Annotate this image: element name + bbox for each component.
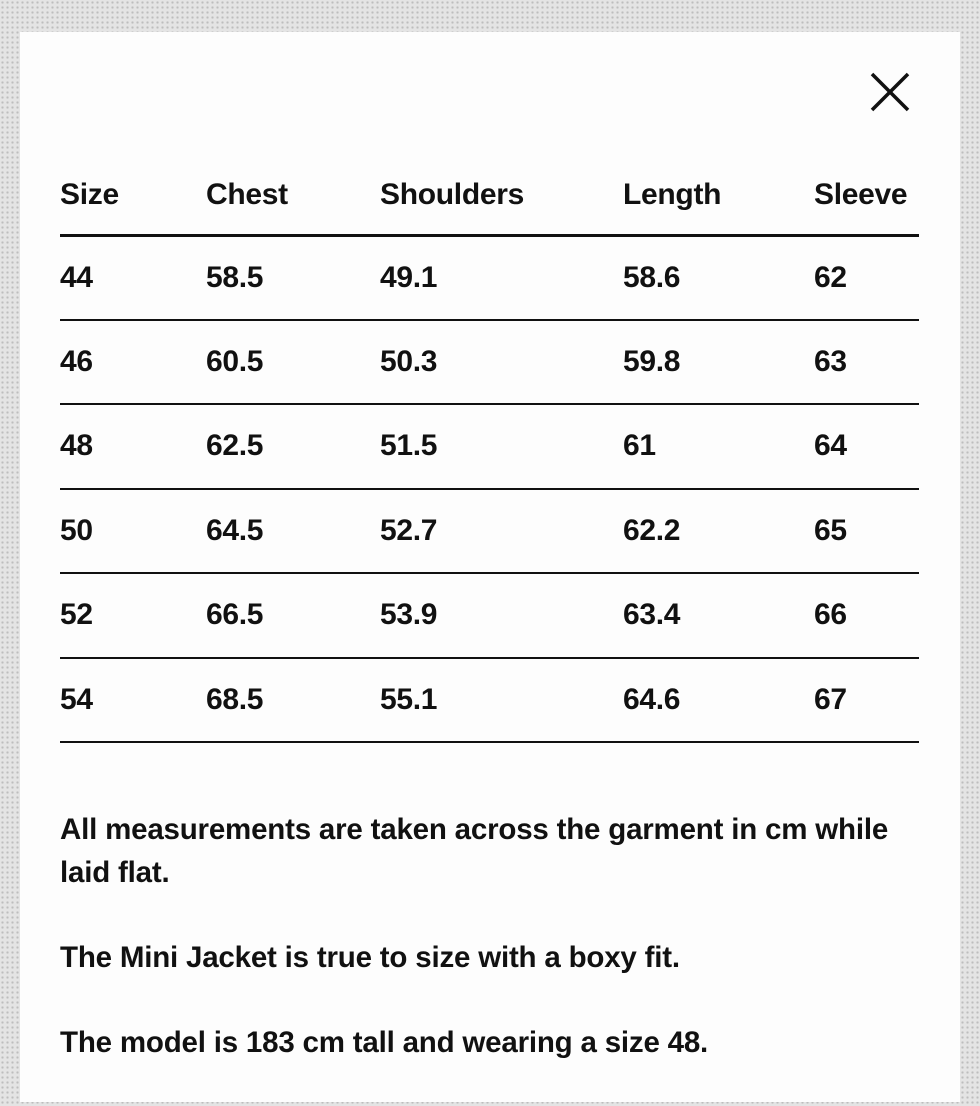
cell-size: 52 bbox=[60, 573, 206, 658]
cell-chest: 62.5 bbox=[206, 404, 380, 489]
column-header-size: Size bbox=[60, 152, 206, 235]
size-chart-table bbox=[60, 152, 919, 743]
cell-sleeve: 65 bbox=[814, 489, 919, 574]
close-icon bbox=[868, 70, 912, 114]
cell-sleeve: 67 bbox=[814, 658, 919, 743]
cell-sleeve: 66 bbox=[814, 573, 919, 658]
column-header-sleeve: Sleeve bbox=[814, 152, 919, 235]
cell-shoulders: 50.3 bbox=[380, 320, 623, 405]
table-row bbox=[60, 320, 919, 405]
size-notes bbox=[60, 808, 910, 1106]
table-row bbox=[60, 404, 919, 489]
cell-length: 59.8 bbox=[623, 320, 814, 405]
table-row bbox=[60, 489, 919, 574]
size-guide-modal bbox=[20, 32, 960, 1102]
table-header-row bbox=[60, 152, 919, 235]
fit-note: The Mini Jacket is true to size with a boxy fit. bbox=[60, 941, 680, 974]
cell-chest: 66.5 bbox=[206, 573, 380, 658]
cell-shoulders: 51.5 bbox=[380, 404, 623, 489]
column-header-length: Length bbox=[623, 152, 814, 235]
cell-size: 50 bbox=[60, 489, 206, 574]
column-header-chest: Chest bbox=[206, 152, 380, 235]
cell-chest: 60.5 bbox=[206, 320, 380, 405]
cell-sleeve: 64 bbox=[814, 404, 919, 489]
cell-sleeve: 63 bbox=[814, 320, 919, 405]
cell-shoulders: 55.1 bbox=[380, 658, 623, 743]
cell-shoulders: 53.9 bbox=[380, 573, 623, 658]
model-note: The model is 183 cm tall and wearing a size 48. bbox=[60, 1026, 709, 1059]
cell-size: 48 bbox=[60, 404, 206, 489]
cell-shoulders: 49.1 bbox=[380, 235, 623, 320]
table-row bbox=[60, 573, 919, 658]
cell-shoulders: 52.7 bbox=[380, 489, 623, 574]
table-row bbox=[60, 658, 919, 743]
cell-length: 64.6 bbox=[623, 658, 814, 743]
cell-size: 46 bbox=[60, 320, 206, 405]
measurement-note: All measurements are taken across the garment in cm while laid flat. bbox=[60, 813, 889, 889]
table-row bbox=[60, 235, 919, 320]
cell-chest: 68.5 bbox=[206, 658, 380, 743]
cell-size: 54 bbox=[60, 658, 206, 743]
close-button[interactable] bbox=[868, 70, 912, 114]
cell-length: 58.6 bbox=[623, 235, 814, 320]
cell-length: 61 bbox=[623, 404, 814, 489]
cell-chest: 58.5 bbox=[206, 235, 380, 320]
column-header-shoulders: Shoulders bbox=[380, 152, 623, 235]
cell-length: 63.4 bbox=[623, 573, 814, 658]
cell-length: 62.2 bbox=[623, 489, 814, 574]
cell-sleeve: 62 bbox=[814, 235, 919, 320]
cell-size: 44 bbox=[60, 235, 206, 320]
cell-chest: 64.5 bbox=[206, 489, 380, 574]
